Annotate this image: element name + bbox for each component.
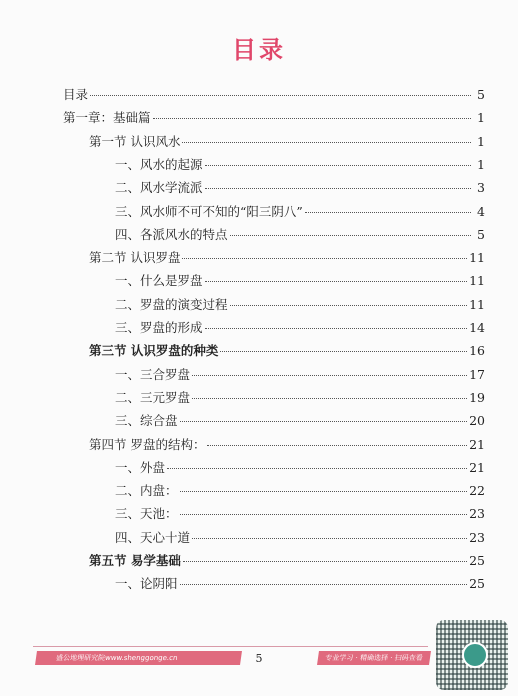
toc-entry-label: 第二节 认识罗盘 (89, 250, 181, 266)
toc-entry-page: 5 (477, 226, 485, 242)
toc-leader-dots (205, 328, 468, 329)
toc-entry-page: 20 (469, 413, 485, 429)
toc-entry-page: 4 (477, 203, 485, 219)
toc-entry[interactable] (63, 84, 485, 106)
toc-entry[interactable] (115, 573, 485, 595)
toc-leader-dots (192, 538, 467, 539)
toc-entry[interactable] (115, 457, 485, 479)
toc-entry-label: 三、天池： (115, 506, 178, 522)
toc-entry[interactable] (115, 387, 485, 409)
toc-entry-label: 第一节 认识风水 (89, 133, 181, 149)
toc-leader-dots (192, 398, 467, 399)
footer-right-banner: 专业学习 · 精确选择 · 扫码查看 (317, 651, 431, 665)
toc-entry-label: 第三节 认识罗盘的种类 (89, 343, 219, 359)
toc-leader-dots (153, 118, 471, 119)
toc-entry[interactable] (89, 131, 485, 153)
toc-leader-dots (90, 95, 471, 96)
toc-leader-dots (192, 375, 467, 376)
toc-entry[interactable] (89, 247, 485, 269)
toc-entry[interactable] (115, 154, 485, 176)
toc-leader-dots (183, 561, 467, 562)
toc-entry[interactable] (63, 107, 485, 129)
toc-leader-dots (205, 165, 471, 166)
toc-entry-page: 14 (469, 320, 485, 335)
toc-entry[interactable] (115, 480, 485, 502)
toc-entry[interactable] (115, 364, 485, 386)
toc-entry[interactable] (89, 434, 485, 456)
toc-entry[interactable] (115, 527, 485, 549)
toc-entry-page: 22 (469, 483, 485, 499)
toc-entry-page: 21 (469, 459, 485, 475)
toc-entry-page: 1 (477, 156, 485, 172)
toc-entry-label: 一、三合罗盘 (115, 366, 191, 382)
toc-entry-page: 25 (469, 576, 485, 592)
toc-entry-label: 目录 (63, 87, 89, 102)
toc-entry-label: 二、风水学流派 (115, 180, 203, 196)
toc-entry-page: 21 (469, 436, 485, 452)
toc-leader-dots (182, 142, 471, 143)
toc-entry-page: 5 (477, 87, 485, 102)
toc-entry-label: 二、罗盘的演变过程 (115, 296, 228, 312)
toc-entry-page: 17 (469, 366, 485, 382)
toc-entry-label: 三、罗盘的形成 (115, 320, 203, 335)
footer-divider (33, 646, 428, 647)
toc-leader-dots (180, 584, 468, 585)
toc-entry-page: 16 (469, 343, 485, 359)
toc-entry-label: 第四节 罗盘的结构： (89, 436, 206, 452)
toc-entry[interactable] (115, 177, 485, 199)
qr-logo-icon (462, 642, 488, 668)
toc-leader-dots (182, 258, 467, 259)
page-title: 目录 (232, 35, 286, 64)
toc-entry[interactable] (115, 270, 485, 292)
toc-entry-page: 19 (469, 389, 485, 405)
toc-entry-label: 一、风水的起源 (115, 156, 203, 172)
toc-entry-page: 11 (469, 273, 485, 289)
toc-leader-dots (230, 305, 468, 306)
toc-entry[interactable] (89, 550, 485, 572)
toc-entry-page: 1 (477, 133, 485, 149)
toc-entry[interactable] (89, 340, 485, 362)
toc-entry[interactable] (115, 294, 485, 316)
toc-leader-dots (305, 212, 471, 213)
toc-leader-dots (167, 468, 467, 469)
toc-entry-page: 1 (477, 110, 485, 126)
toc-entry[interactable] (115, 317, 485, 339)
footer-left-banner: 盛公地理研究院www.shenggonge.cn (35, 651, 242, 665)
toc-leader-dots (180, 421, 468, 422)
toc-entry-page: 23 (469, 506, 485, 522)
toc-entry-label: 四、各派风水的特点 (115, 226, 228, 242)
toc-entry-page: 3 (477, 180, 485, 196)
toc-leader-dots (205, 188, 471, 189)
toc-entry-label: 四、天心十道 (115, 529, 191, 545)
toc-entry[interactable] (115, 503, 485, 525)
toc-entry-page: 25 (469, 553, 485, 568)
toc-entry-label: 一、外盘 (115, 459, 166, 475)
toc-entry[interactable] (115, 224, 485, 246)
toc-entry-label: 三、风水师不可不知的“阳三阴八” (115, 203, 303, 219)
toc-entry-label: 第一章：基础篇 (63, 110, 151, 126)
toc-leader-dots (207, 445, 467, 446)
toc-entry-label: 三、综合盘 (115, 413, 178, 429)
toc-entry-label: 二、内盘： (115, 483, 178, 499)
page-number: 5 (255, 652, 263, 665)
toc-entry[interactable] (115, 410, 485, 432)
toc-leader-dots (180, 514, 468, 515)
toc-entry-label: 二、三元罗盘 (115, 389, 191, 405)
toc-leader-dots (205, 281, 468, 282)
toc-leader-dots (180, 491, 468, 492)
toc-entry-label: 一、什么是罗盘 (115, 273, 203, 289)
toc-entry-page: 23 (469, 529, 485, 545)
toc-entry-label: 第五节 易学基础 (89, 553, 181, 568)
toc-entry-label: 一、论阴阳 (115, 576, 178, 592)
toc-leader-dots (220, 351, 467, 352)
toc-leader-dots (230, 235, 471, 236)
toc-entry-page: 11 (469, 296, 485, 312)
toc-entry[interactable] (115, 201, 485, 223)
toc-entry-page: 11 (469, 250, 485, 266)
